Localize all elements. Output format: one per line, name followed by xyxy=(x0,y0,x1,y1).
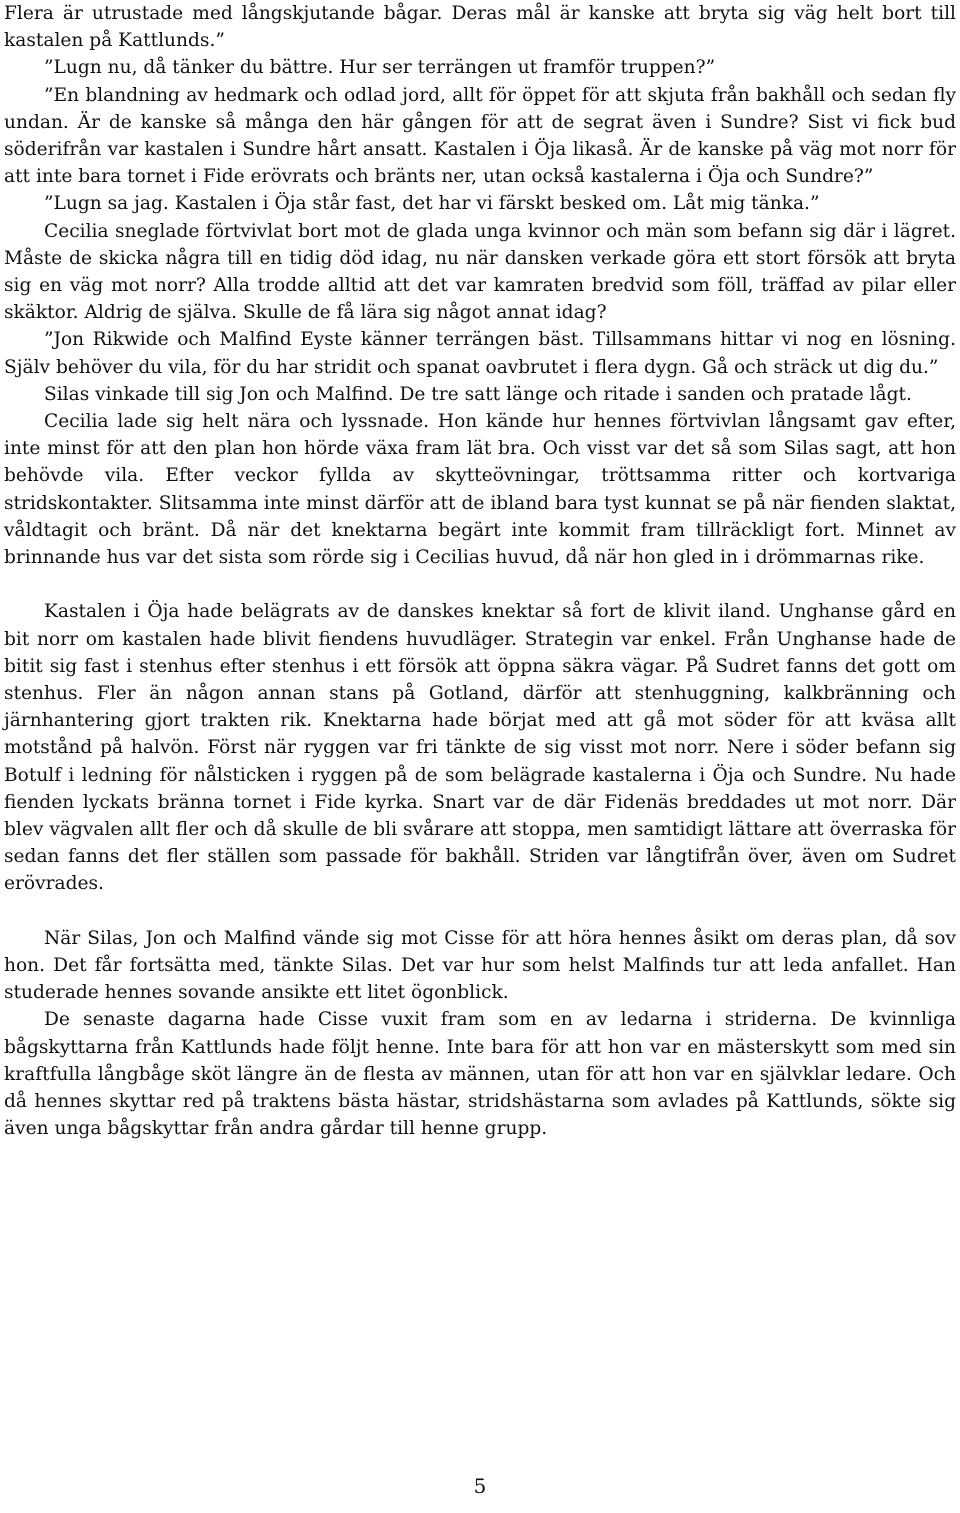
paragraph: Silas vinkade till sig Jon och Malfind. De tre satt länge och ritade i sanden och pratade lågt. xyxy=(44,383,912,405)
paragraph: Cecilia sneglade förtvivlat bort mot de glada unga kvinnor och män som befann sig där i lägret. Måste de skicka några till en tidig död idag, nu när dansken verkade göra ett stort försök att bryta sig en väg mot norr? Alla trodde alltid att det var kamraten bredvid som föll, träffad av pilar eller skäktor. Aldrig de själva. Skulle de få lära sig något annat idag? xyxy=(4,220,956,324)
paragraph: När Silas, Jon och Malfind vände sig mot Cisse för att höra hennes åsikt om deras plan, då sov hon. Det får fortsätta med, tänkte Silas. Det var hur som helst Malfinds tur att leda anfallet. Han studerade hennes sovande ansikte ett litet ögonblick. xyxy=(4,927,956,1004)
paragraph: Kastalen i Öja hade belägrats av de danskes knektar så fort de klivit iland. Unghanse gård en bit norr om kastalen hade blivit fiendens huvudläger. Strategin var enkel. Från Unghanse hade de bitit sig fast i stenhus efter stenhus i ett försök att öppna säkra vägar. På Sudret fanns det gott om stenhus. Fler än någon annan stans på Gotland, därför att stenhuggning, kalkbränning och järnhantering gjort trakten rik. Knektarna hade börjat med att gå mot söder för att kväsa allt motstånd på halvön. Först när ryggen var fri tänkte de sig visst mot norr. Nere i söder befann sig Botulf i ledning för nålsticken i ryggen på de som belägrade kastalerna i Öja och Sundre. Nu hade fienden lyckats bränna tornet i Fide kyrka. Snart var de där Fidenäs breddades ut mot norr. Där blev vägvalen allt fler och då skulle de bli svårare att stoppa, men samtidigt lättare att överraska för sedan fanns det fler ställen som passade för bakhåll. Striden var långtifrån över, även om Sudret erövrades. xyxy=(4,601,956,895)
paragraph: Flera är utrustade med långskjutande bågar. Deras mål är kanske att bryta sig väg helt bort till kastalen på Kattlunds.” xyxy=(4,3,956,52)
paragraph: ”Lugn sa jag. Kastalen i Öja står fast, det har vi färskt besked om. Låt mig tänka.” xyxy=(44,193,820,215)
paragraph: ”En blandning av hedmark och odlad jord, allt för öppet för att skjuta från bakhåll och sedan fly undan. Är de kanske så många den här gången för att de segrat även i Sundre? Sist vi fick bud söderifrån var kastalen i Sundre hårt ansatt. Kastalen i Öja likaså. Är de kanske på väg mot norr för att inte bara tornet i Fide erövrats och bränts ner, utan också kastalerna i Öja och Sundre?” xyxy=(4,84,956,188)
paragraph: ”Jon Rikwide och Malfind Eyste känner terrängen bäst. Tillsammans hittar vi nog en lösning. Själv behöver du vila, för du har stridit och spanat oavbrutet i flera dygn. Gå och sträck ut dig du.” xyxy=(4,329,956,378)
body-text xyxy=(4,0,956,1143)
paragraph: Cecilia lade sig helt nära och lyssnade. Hon kände hur hennes förtvivlan långsamt gav efter, inte minst för att den plan hon hörde växa fram lät bra. Och visst var det så som Silas sagt, att hon behövde vila. Efter veckor fyllda av skytteövningar, tröttsamma ritter och kortvariga stridskontakter. Slitsamma inte minst därför att de ibland bara tyst kunnat se på när fienden slaktat, våldtagit och bränt. Då när det knektarna begärt inte kommit fram tillräckligt fort. Minnet av brinnande hus var det sista som rörde sig i Cecilias huvud, då när hon gled in i drömmarnas rike. xyxy=(4,411,956,569)
paragraph: De senaste dagarna hade Cisse vuxit fram som en av ledarna i striderna. De kvinnliga bågskyttarna från Kattlunds hade följt henne. Inte bara för att hon var en mästerskytt som med sin kraftfulla långbåge sköt längre än de flesta av männen, utan för att hon var en självklar ledare. Och då hennes skyttar red på traktens bästa hästar, stridshästarna som avlades på Kattlunds, sökte sig även unga bågskyttar från andra gårdar till henne grupp. xyxy=(4,1009,956,1140)
page-number: 5 xyxy=(473,1474,487,1498)
paragraph: ”Lugn nu, då tänker du bättre. Hur ser terrängen ut framför truppen?” xyxy=(44,57,716,79)
